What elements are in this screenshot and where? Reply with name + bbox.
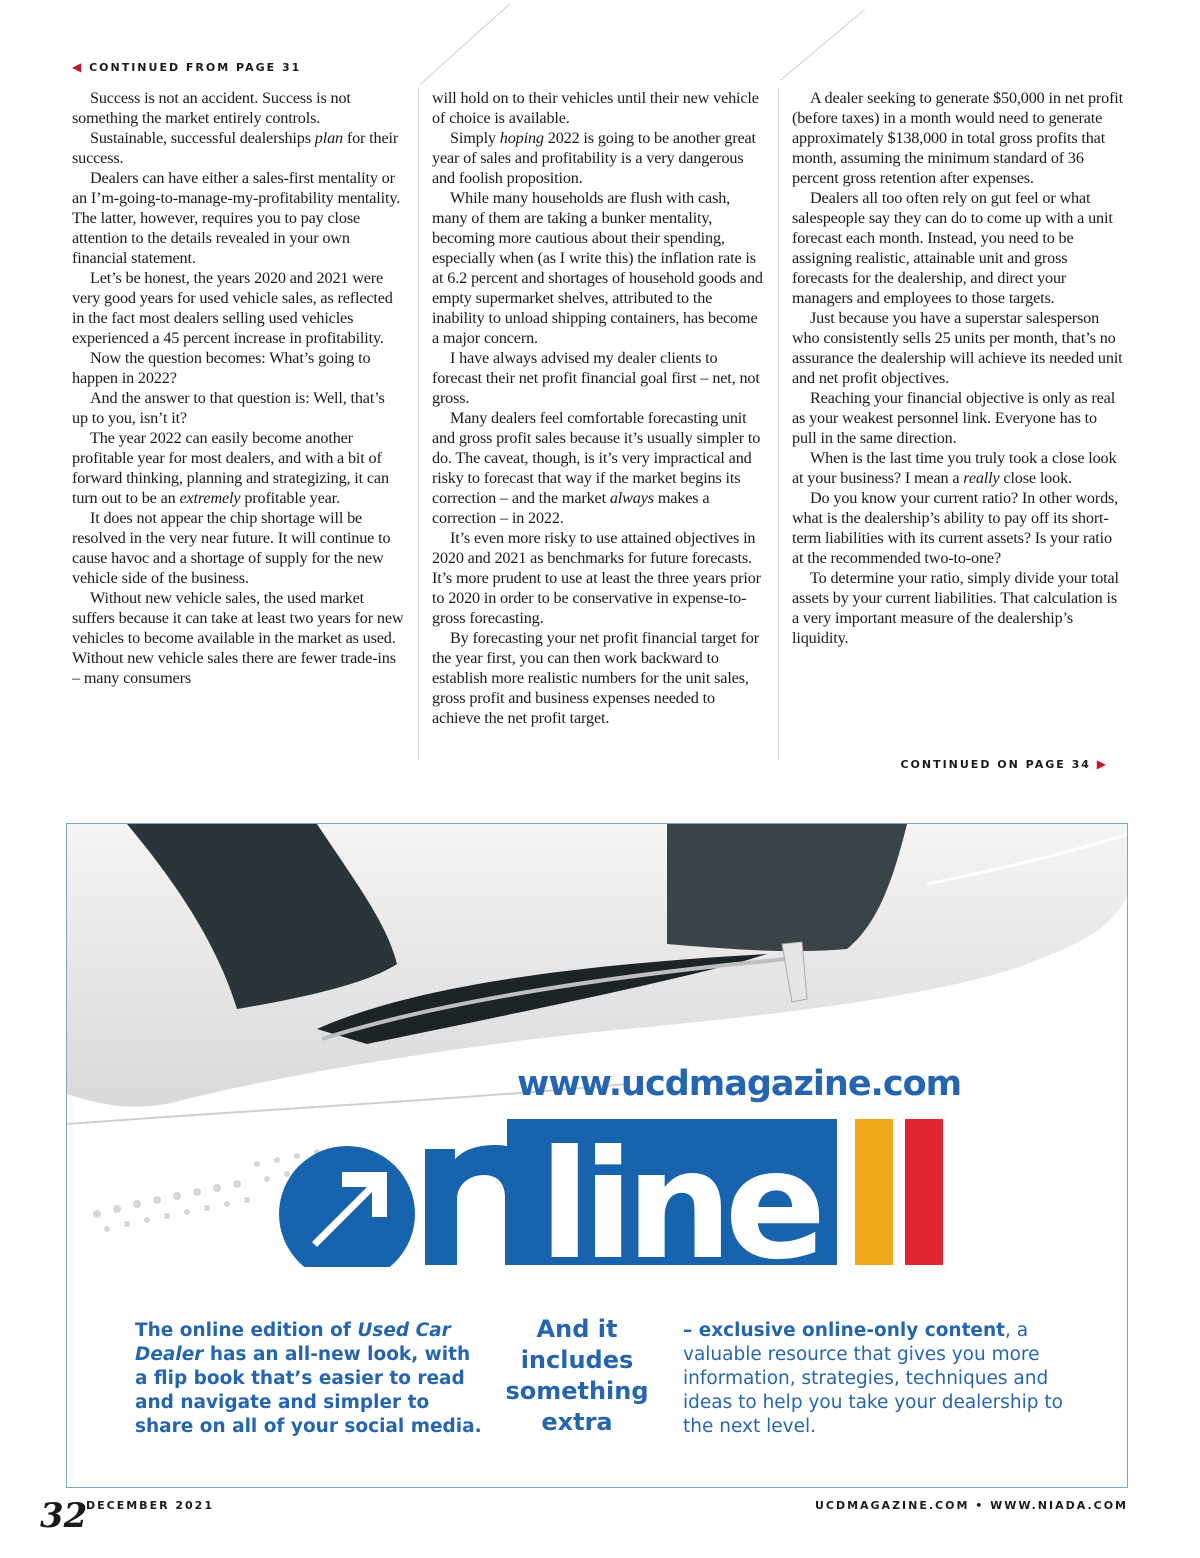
ad-headline: And it includes something extra — [505, 1315, 649, 1436]
paragraph: By forecasting your net profit financial target for the year first, you can then work backward to establish more realistic numbers for the unit sales, gross profit and business expenses needed to achieve the net profit target. — [432, 629, 759, 727]
paragraph: Many dealers feel comfortable forecasting unit and gross profit sales because it’s usually simpler to do. The caveat, though, is it’s very impractical and risky to forecast that way if the market begins its correction – and the market always makes a correction – in 2022. — [432, 409, 761, 527]
paragraph: The year 2022 can easily become another profitable year for most dealers, and with a bit of forward thinking, planning and strategizing, it can turn out to be an extremely profitable year. — [72, 429, 389, 507]
paragraph: It’s even more risky to use attained objectives in 2020 and 2021 as benchmarks for future forecasts. It’s more prudent to use at least the three years prior to 2020 in order to be conservative in expense-to-gross forecasting. — [432, 529, 761, 627]
paragraph: Success is not an accident. Success is not something the market entirely controls. — [72, 89, 351, 127]
paragraph: I have always advised my dealer clients to forecast their net profit financial goal first – net, not gross. — [432, 349, 760, 407]
paragraph: Dealers all too often rely on gut feel or what salespeople say they can do to come up with a unit forecast each month. Instead, you need to be assigning realistic, attainable unit and gross forecasts for the dealership, and direct your managers and employees to those targets. — [792, 189, 1113, 307]
arrow-left-icon: ◀ — [72, 60, 84, 74]
footer-site: UCDMAGAZINE.COM • WWW.NIADA.COM — [814, 1499, 1128, 1512]
paragraph: Now the question becomes: What’s going to happen in 2022? — [72, 349, 371, 387]
paragraph: Do you know your current ratio? In other words, what is the dealership’s ability to pay off its short-term liabilities with its current assets? Is your ratio at the recommended two-to-one? — [792, 489, 1119, 567]
paragraph: Simply hoping 2022 is going to be another great year of sales and profitability is a very dangerous and foolish proposition. — [432, 129, 756, 187]
paragraph: Reaching your financial objective is only as real as your weakest personnel link. Everyone has to pull in the same direction. — [792, 389, 1116, 447]
paragraph: Dealers can have either a sales-first mentality or an I’m-going-to-manage-my-profitability mentality. The latter, however, requires you to pay close attention to the details revealed in your own financial statement. — [72, 169, 401, 267]
paragraph: While many households are flush with cash, many of them are taking a bunker mentality, becoming more cautious about their spending, especially when (as I write this) the inflation rate is at 6.2 percent and shortages of household goods and empty supermarket shelves, attributed to the inability to unload shipping containers, has become a major concern. — [432, 189, 763, 347]
decorative-line — [780, 9, 865, 80]
paragraph: Without new vehicle sales, the used market suffers because it can take at least two years for new vehicles to become available in the market as used. Without new vehicle sales there are fewer trade-ins – many consumers — [72, 589, 404, 687]
issue-date: DECEMBER 2021 — [86, 1499, 214, 1512]
logo-text: line — [539, 1119, 819, 1267]
ad-description: The online edition of Used Car Dealer has an all-new look, with a flip book that’s easier to read and navigate and simpler to share on all of your social media. — [135, 1320, 482, 1437]
online-logo — [277, 1117, 947, 1267]
continued-from-label — [72, 60, 301, 74]
ad-extra-description: – exclusive online-only content, a valuable resource that gives you more information, strategies, techniques and ideas to help you take your dealership to the next level. — [683, 1320, 1063, 1437]
paragraph: It does not appear the chip shortage will be resolved in the very near future. It will continue to cause havoc and a shortage of supply for the new vehicle side of the business. — [72, 509, 391, 587]
continued-on-label — [900, 757, 1108, 771]
article-column-3 — [792, 88, 1124, 648]
paragraph: will hold on to their vehicles until their new vehicle of choice is available. — [432, 89, 759, 127]
continued-from-text: CONTINUED FROM PAGE 31 — [89, 61, 302, 74]
arrow-right-icon: ▶ — [1096, 757, 1108, 771]
article-column-1 — [72, 88, 404, 688]
decorative-line — [420, 4, 510, 85]
column-divider — [778, 88, 779, 760]
continued-on-text: CONTINUED ON PAGE 34 — [900, 758, 1091, 771]
paragraph: A dealer seeking to generate $50,000 in net profit (before taxes) in a month would need to generate approximately $138,000 in total gross profits that month, assuming the minimum standard of 36 percent gross retention after expenses. — [792, 89, 1124, 187]
ad-url[interactable]: www.ucdmagazine.com — [517, 1064, 962, 1104]
online-edition-ad[interactable] — [66, 823, 1128, 1488]
page-number: 32 — [40, 1496, 88, 1536]
paragraph: Just because you have a superstar salesperson who consistently sells 25 units per month, that’s no assurance the dealership will achieve its needed unit and net profit objectives. — [792, 309, 1123, 387]
article-column-2 — [432, 88, 764, 728]
paragraph: And the answer to that question is: Well, that’s up to you, isn’t it? — [72, 389, 385, 427]
paragraph: Sustainable, successful dealerships plan for their success. — [72, 129, 399, 167]
paragraph: To determine your ratio, simply divide your total assets by your current liabilities. That calculation is a very important measure of the dealership’s liquidity. — [792, 569, 1119, 647]
column-divider — [418, 88, 419, 760]
paragraph: Let’s be honest, the years 2020 and 2021 were very good years for used vehicle sales, as reflected in the fact most dealers selling used vehicles experienced a 45 percent increase in profitability. — [72, 269, 393, 347]
paragraph: When is the last time you truly took a close look at your business? I mean a really close look. — [792, 449, 1117, 487]
